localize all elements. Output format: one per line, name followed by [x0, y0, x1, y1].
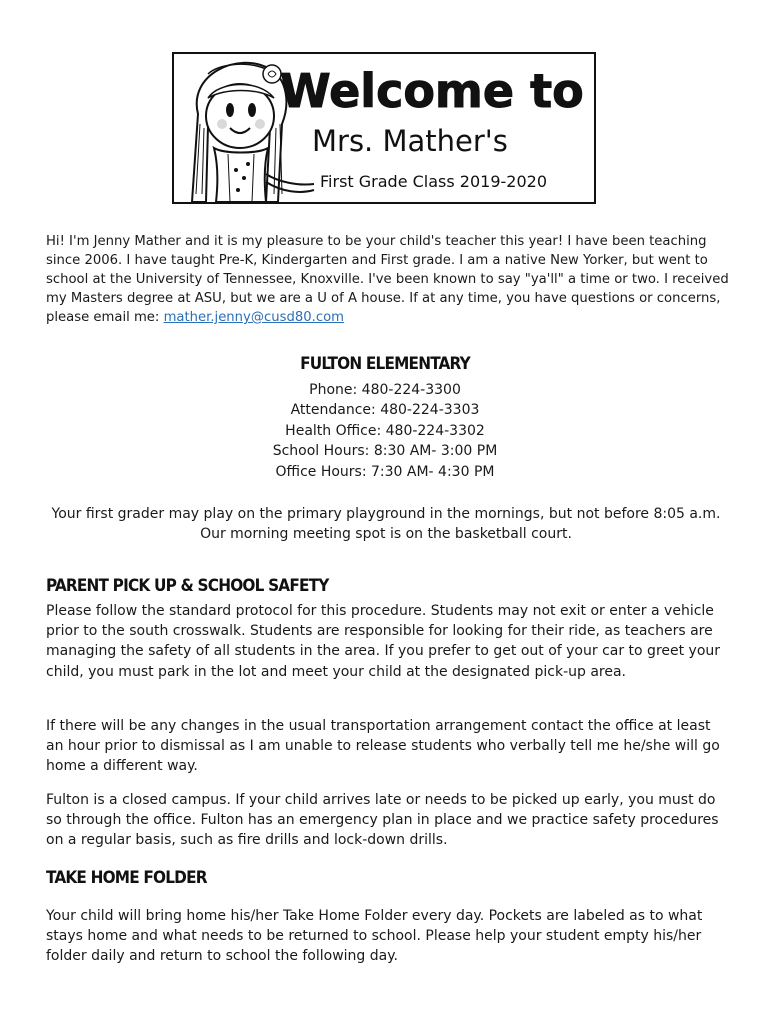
take-home-folder-paragraph: Your child will bring home his/her Take Home Folder every day. Pockets are labeled as to what stays home and what needs to be returned to school. Please help your student empty his/her folder daily and return to school the following day.: [46, 908, 703, 965]
pickup-paragraph-3: Fulton is a closed campus. If your child arrives late or needs to be picked up early, you must do so through the office. Fulton has an emergency plan in place and we practice safety procedures on a regular basis, such as fire drills and lock-down drills.: [46, 792, 719, 849]
welcome-title: Welcome to: [280, 64, 584, 118]
pickup-safety-heading: PARENT PICK UP & SCHOOL SAFETY: [46, 576, 329, 596]
school-contact-list: [0, 380, 770, 482]
teacher-email-link[interactable]: mather.jenny@cusd80.com: [163, 310, 345, 325]
school-name-heading: FULTON ELEMENTARY: [300, 354, 470, 374]
contact-school-hours: School Hours: 8:30 AM- 3:00 PM: [272, 443, 498, 460]
contact-attendance: Attendance: 480-224-3303: [290, 402, 480, 419]
pickup-paragraph-2: If there will be any changes in the usual transportation arrangement contact the office at least an hour prior to dismissal as I am unable to release students who verbally tell me he/she will go home a different way.: [46, 718, 720, 775]
teacher-name-title: Mrs. Mather's: [312, 124, 508, 158]
playground-note: Your first grader may play on the primary playground in the mornings, but not before 8:05 a.m. Our morning meeting spot is on the basketball court.: [51, 506, 721, 542]
contact-health-office: Health Office: 480-224-3302: [285, 422, 485, 439]
intro-text: Hi! I'm Jenny Mather and it is my pleasure to be your child's teacher this year! I have been teaching since 2006. I have taught Pre-K, Kindergarten and First grade. I am a native New Yorker, but went to school at the University of Tennessee, Knoxville. I've been known to say "ya'll" a time or two. I received my Masters degree at ASU, but we are a U of A house. If at any time, you have questions or concerns, please email me:: [46, 234, 729, 325]
take-home-folder-heading: TAKE HOME FOLDER: [46, 868, 207, 888]
pickup-paragraph-1: Please follow the standard protocol for this procedure. Students may not exit or enter a vehicle prior to the south crosswalk. Students are responsible for looking for their ride, as teachers are managing the safety of all students in the area. If you prefer to get out of your car to greet your child, you must park in the lot and meet your child at the designated pick-up area.: [46, 603, 721, 680]
class-subtitle: First Grade Class 2019-2020: [320, 172, 548, 191]
contact-phone: Phone: 480-224-3300: [309, 382, 461, 398]
intro-paragraph: [46, 232, 736, 327]
contact-office-hours: Office Hours: 7:30 AM- 4:30 PM: [275, 463, 495, 480]
